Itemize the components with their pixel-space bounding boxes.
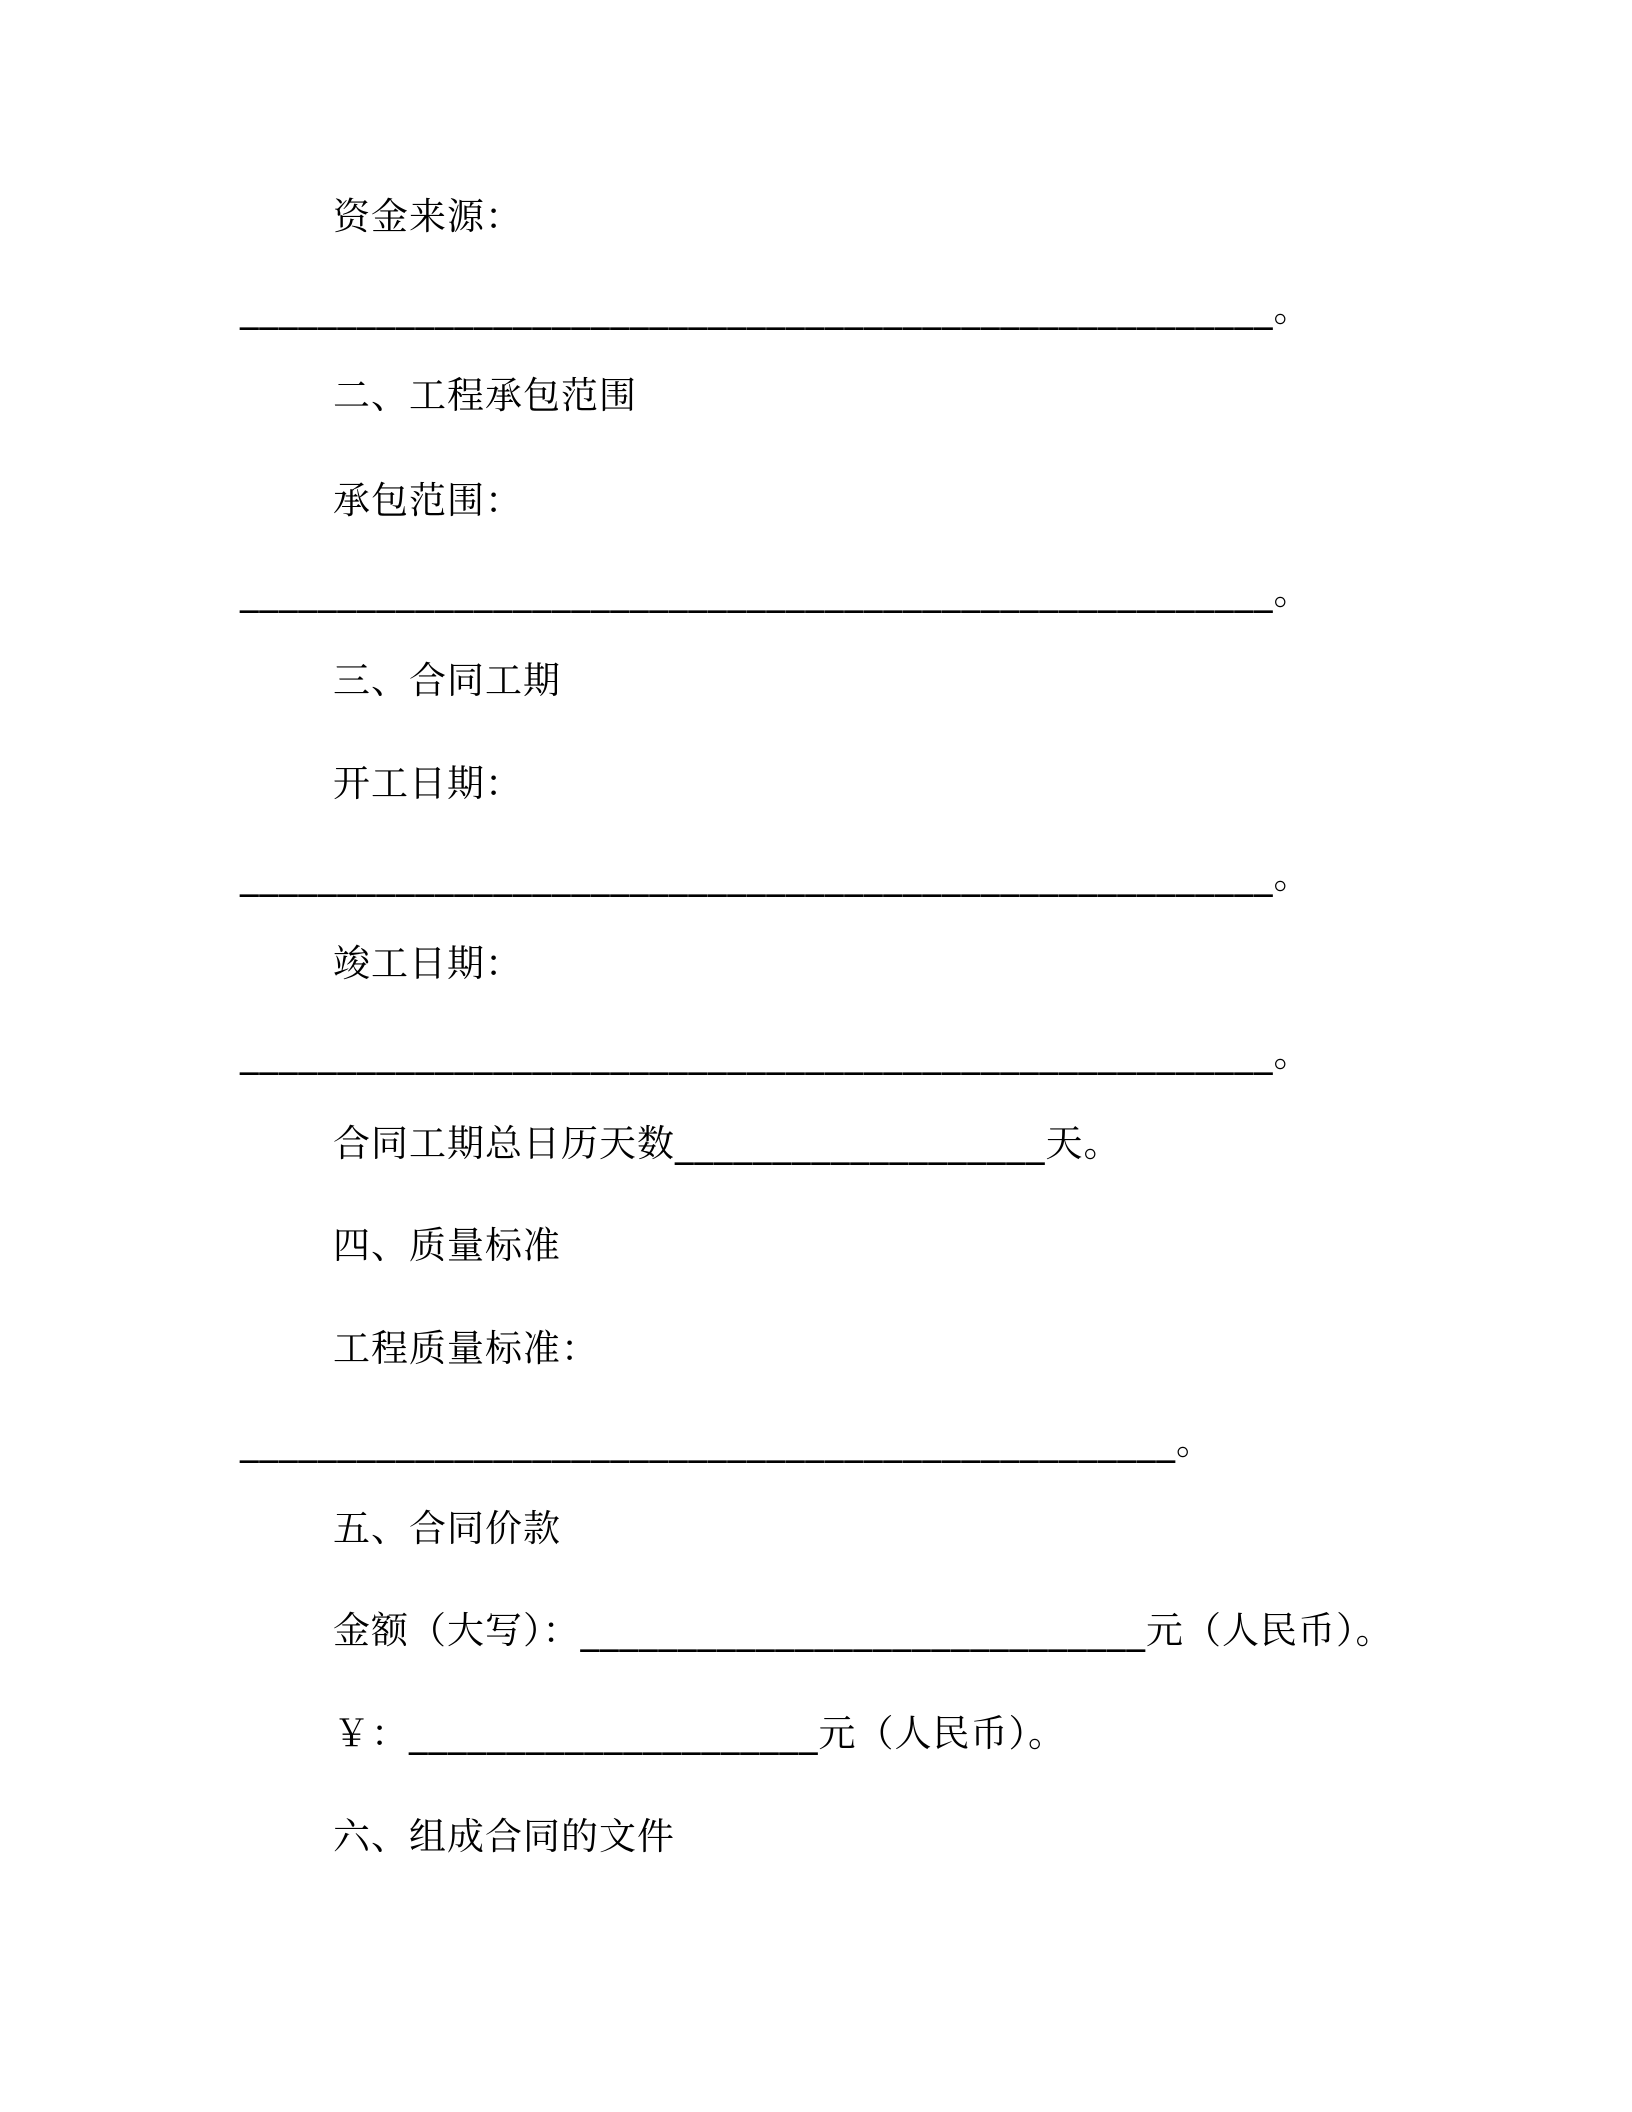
section-6-heading: 六、组成合同的文件 [333,1815,675,1858]
section-4-heading: 四、质量标准 [333,1224,561,1267]
completion-date-label: 竣工日期： [333,942,523,985]
section-3-heading: 三、合同工期 [333,659,561,702]
start-date-label: 开工日期： [333,762,523,805]
funding-source-label: 资金来源： [333,195,523,238]
scope-label: 承包范围： [333,479,523,522]
quality-standard-label: 工程质量标准： [333,1327,599,1370]
section-2-heading: 二、工程承包范围 [333,374,637,417]
funding-source-blank: _____________________________________________________。 [240,287,1312,330]
completion-date-blank: _____________________________________________________。 [240,1032,1312,1075]
quality-standard-blank: ________________________________________________。 [240,1420,1214,1463]
amount-numeric-line: ￥：_____________________元（人民币）。 [333,1712,1066,1755]
start-date-blank: _____________________________________________________。 [240,854,1312,897]
total-days-line: 合同工期总日历天数___________________天。 [333,1122,1122,1165]
scope-blank: _____________________________________________________。 [240,570,1312,613]
section-5-heading: 五、合同价款 [333,1507,561,1550]
amount-uppercase-line: 金额（大写）：_____________________________元（人民币）。 [333,1609,1394,1652]
